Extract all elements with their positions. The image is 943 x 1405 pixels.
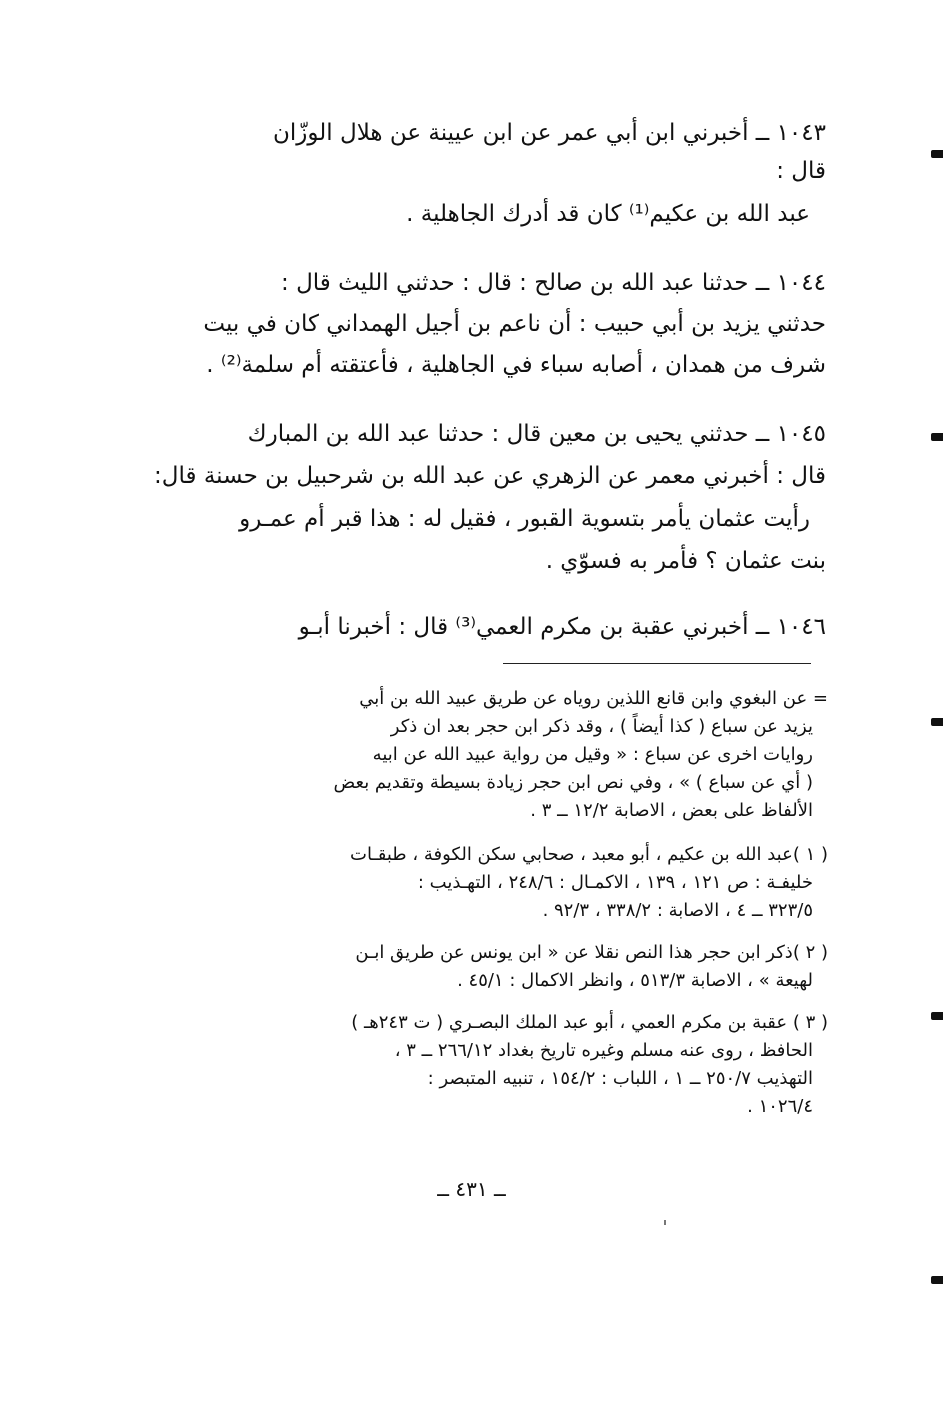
footnote-line: ( ١ )عبد الله بن عكيم ، أبو معبد ، صحابي سكن الكوفة ، طبقـات	[350, 844, 828, 865]
footnote-line: لهيعة » ، الاصابة ٥١٣/٣ ، وانظر الاكمال : ٤٥/١ .	[457, 970, 813, 991]
footnote-line: = عن البغوي وابن قانع اللذين روياه عن طريق عبيد الله بن أبي	[359, 688, 828, 709]
scan-edge-mark	[931, 718, 943, 726]
main-text-line: ١٠٤٤ ــ حدثنا عبد الله بن صالح : قال : حدثني الليث قال :	[281, 270, 826, 296]
footnote-line: روايات اخرى عن سباع : « وقيل من رواية عبيد الله عن ابيه	[372, 744, 813, 765]
main-text-line: عبد الله بن عكيم⁽¹⁾ كان قد أدرك الجاهلية .	[406, 201, 810, 227]
footnote-line: يزيد عن سباع ( كذا أيضاً ) ، وقد ذكر ابن حجر بعد ان ذكر	[390, 716, 813, 737]
footnote-line: ( ٢ )ذكر ابن حجر هذا النص نقلا عن « ابن يونس عن طريق ابـن	[355, 942, 828, 963]
scan-edge-mark	[931, 1012, 943, 1020]
footnote-line: ( ٣ ) عقبة بن مكرم العمي ، أبو عبد الملك البصـري ( ت ٢٤٣هـ )	[351, 1012, 828, 1033]
footnote-separator	[503, 663, 811, 664]
footnote-line: الحافظ ، روى عنه مسلم وغيره تاريخ بغداد ٢٦٦/١٢ ــ ٣ ،	[394, 1040, 813, 1061]
page-number: ــ ٤٣١ ــ	[437, 1177, 506, 1201]
footnote-line: الألفاظ على بعض ، الاصابة ١٢/٢ ــ ٣ .	[530, 800, 813, 821]
scan-speck	[664, 1220, 666, 1225]
main-text-line: بنت عثمان ؟ فأمر به فسوّي .	[545, 548, 826, 574]
main-text-line: ١٠٤٥ ــ حدثني يحيى بن معين قال : حدثنا عبد الله بن المبارك	[247, 421, 826, 447]
footnote-line: ( أي عن سباع ) » ، وفي نص ابن حجر زيادة بسيطة وتقديم بعض	[333, 772, 813, 793]
footnote-line: التهذيب ٢٥٠/٧ ــ ١ ، اللباب : ١٥٤/٢ ، تنبيه المتبصر :	[427, 1068, 813, 1089]
main-text-line: قال : أخبرني معمر عن الزهري عن عبد الله بن شرحبيل بن حسنة قال:	[154, 463, 826, 489]
footnote-line: خليفـة : ص ١٢١ ، ١٣٩ ، الاكمـال : ٢٤٨/٦ ، التهـذيب :	[417, 872, 813, 893]
main-text-line: قال :	[776, 158, 826, 184]
main-text-line: ١٠٤٣ ــ أخبرني ابن أبي عمر عن ابن عيينة عن هلال الوزّان	[273, 120, 826, 146]
scan-edge-mark	[931, 150, 943, 158]
footnote-line: . ١٠٢٦/٤	[747, 1096, 813, 1117]
scan-edge-mark	[931, 1276, 943, 1284]
main-text-line: شرف من همدان ، أصابه سباء في الجاهلية ، فأعتقته أم سلمة⁽²⁾ .	[206, 352, 826, 378]
main-text-line: حدثني يزيد بن أبي حبيب : أن ناعم بن أجيل الهمداني كان في بيت	[203, 311, 826, 337]
main-text-line: رأيت عثمان يأمر بتسوية القبور ، فقيل له : هذا قبر أم عمـرو	[239, 506, 810, 532]
main-text-line: ١٠٤٦ ــ أخبرني عقبة بن مكرم العمي⁽³⁾ قال : أخبرنا أبـو	[298, 614, 826, 640]
footnote-line: ٣٢٣/٥ ــ ٤ ، الاصابة : ٣٣٨/٢ ، ٩٢/٣ .	[542, 900, 813, 921]
scan-edge-mark	[931, 433, 943, 441]
